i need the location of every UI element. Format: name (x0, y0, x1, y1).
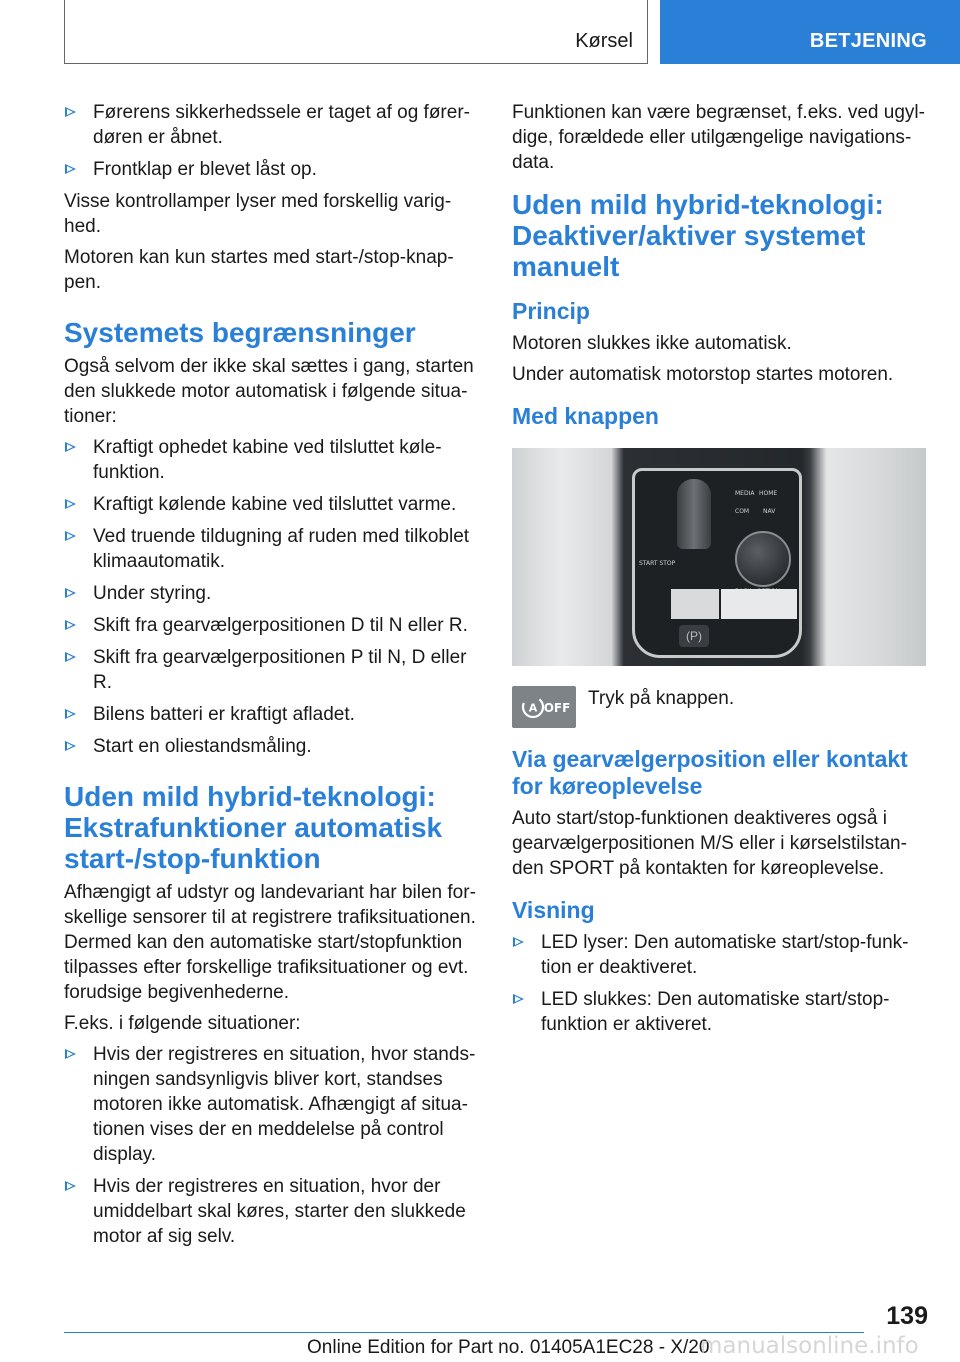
console-panel (632, 468, 802, 658)
triangle-bullet-icon (65, 442, 76, 452)
triangle-bullet-icon (65, 588, 76, 598)
header-section-box (64, 0, 648, 64)
bullet-list (64, 100, 478, 182)
paragraph: F.eks. i følgende situationer: (64, 1013, 301, 1034)
footer-edition: Online Edition for Part no. 01405A1EC28 - X/20 (307, 1337, 710, 1358)
center-console-photo (512, 448, 926, 666)
svg-text:OFF: OFF (543, 701, 571, 715)
heading-with-button: Med knappen (512, 403, 659, 429)
page-number: 139 (886, 1302, 928, 1330)
triangle-bullet-icon (65, 741, 76, 751)
console-label-home: HOME (759, 490, 778, 497)
svg-text:A: A (528, 701, 538, 715)
list-item: Skift fra gearvælgerpositionen D til N eller R. (64, 613, 478, 638)
console-label-nav: NAV (763, 508, 776, 515)
left-column (64, 100, 478, 1256)
triangle-bullet-icon (65, 1049, 76, 1059)
list-item: Hvis der registreres en situation, hvor standsningen sandsynligvis bliver kort, standses motoren ikke automatisk. Afhængigt af situationen vises der en meddelelse på control display. (64, 1042, 478, 1167)
paragraph: Auto start/stop-funktionen deaktiveres også i gearvælgerpositionen M/S eller i kørselstilstanden SPORT på kontakten for køreoplevelse. (512, 808, 907, 879)
console-pad (721, 589, 797, 619)
bullet-list (64, 435, 478, 759)
paragraph: Funktionen kan være begrænset, f.eks. ved ugyldige, forældede eller utilgængelige navigationsdata. (512, 102, 925, 173)
list-item: Bilens batteri er kraftigt afladet. (64, 702, 478, 727)
instruction-text: Tryk på knappen. (588, 688, 735, 709)
gear-selector-lever (677, 479, 711, 549)
heading-gear-position: Via gearvælgerposition eller kontakt for køreoplevelse (512, 746, 908, 799)
triangle-bullet-icon (65, 107, 76, 117)
list-item: Førerens sikkerhedssele er taget af og førerdøren er åbnet. (64, 100, 478, 150)
paragraph: Under automatisk motorstop startes motoren. (512, 364, 894, 385)
triangle-bullet-icon (513, 994, 524, 1004)
paragraph: Motoren slukkes ikke automatisk. (512, 333, 792, 354)
list-item: Frontklap er blevet låst op. (64, 157, 478, 182)
heading-principle: Princip (512, 298, 590, 324)
parking-brake-icon: (P) (679, 625, 709, 647)
triangle-bullet-icon (65, 164, 76, 174)
header-chapter-tab (660, 0, 960, 64)
right-column (512, 100, 926, 1044)
list-item: LED slukkes: Den automatiske start/stopfunktion er aktiveret. (512, 987, 926, 1037)
bullet-list (64, 1042, 478, 1249)
triangle-bullet-icon (513, 937, 524, 947)
triangle-bullet-icon (65, 499, 76, 509)
bullet-list (512, 930, 926, 1037)
idrive-controller (735, 531, 791, 587)
heading-display: Visning (512, 897, 595, 923)
list-item: Hvis der registreres en situation, hvor der umiddelbart skal køres, starter den slukkede motor af sig selv. (64, 1174, 478, 1249)
heading-extra-functions: Uden mild hybrid-teknologi: Ekstrafunktioner automatisk start-/stop-funktion (64, 781, 443, 874)
auto-start-stop-symbol (512, 686, 576, 728)
instruction-row (512, 686, 926, 730)
auto-start-stop-off-icon (512, 686, 576, 728)
triangle-bullet-icon (65, 620, 76, 630)
triangle-bullet-icon (65, 652, 76, 662)
list-item: Under styring. (64, 581, 478, 606)
console-label-com: COM (735, 508, 750, 515)
paragraph: Motoren kan kun startes med start-/stop-knappen. (64, 247, 454, 293)
heading-system-limits: Systemets begrænsninger (64, 317, 416, 348)
triangle-bullet-icon (65, 1181, 76, 1191)
paragraph: Visse kontrollamper lyser med forskellig varighed. (64, 191, 452, 237)
list-item: Skift fra gearvælgerpositionen P til N, D eller R. (64, 645, 478, 695)
console-pad (671, 589, 719, 619)
list-item: LED lyser: Den automatiske start/stop-funktion er deaktiveret. (512, 930, 926, 980)
console-label-media: MEDIA (735, 490, 755, 497)
list-item: Kraftigt kølende kabine ved tilsluttet varme. (64, 492, 478, 517)
paragraph: Afhængigt af udstyr og landevariant har bilen forskellige sensorer til at registrere trafiksituationen. Dermed kan den automatiske start/stopfunktion tilpasses efter forskellige trafiksituationer og evt. forudsige begivenhederne. (64, 882, 476, 1003)
watermark: manualsonline.info (700, 1333, 919, 1359)
list-item: Ved truende tildugning af ruden med tilkoblet klimaautomatik. (64, 524, 478, 574)
triangle-bullet-icon (65, 531, 76, 541)
triangle-bullet-icon (65, 709, 76, 719)
header-chapter-title: BETJENING (809, 30, 927, 52)
header-section-title: Kørsel (575, 30, 633, 52)
list-item: Kraftigt ophedet kabine ved tilsluttet kølefunktion. (64, 435, 478, 485)
console-label-start-stop: START STOP (639, 560, 676, 567)
list-item: Start en oliestandsmåling. (64, 734, 478, 759)
heading-manual-toggle: Uden mild hybrid-teknologi: Deaktiver/aktiver systemet manuelt (512, 189, 884, 282)
paragraph: Også selvom der ikke skal sættes i gang, starten den slukkede motor automatisk i følgende situationer: (64, 356, 474, 427)
